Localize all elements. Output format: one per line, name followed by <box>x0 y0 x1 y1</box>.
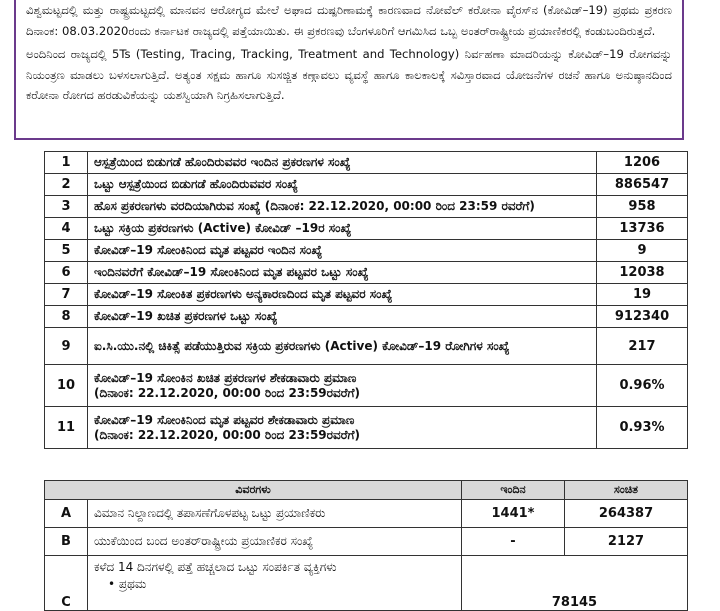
intro-box <box>14 0 684 140</box>
bullet-item: • ಪ್ರಥಮ <box>108 577 147 591</box>
header-today: ಇಂದಿನ <box>462 481 565 500</box>
row-date-range: (ದಿನಾಂಕ: 22.12.2020, 00:00 ರಿಂದ 23:59ರವರೆಗೆ) <box>94 427 360 442</box>
row-number: 6 <box>45 262 88 284</box>
row-description: ವಿಮಾನ ನಿಲ್ದಾಣದಲ್ಲಿ ತಪಾಸಣೆಗೊಳಪಟ್ಟ ಒಟ್ಟು ಪ್ರಯಾಣಿಕರು <box>88 500 462 528</box>
row-number: 5 <box>45 240 88 262</box>
table-row <box>45 152 688 174</box>
table-row <box>45 407 688 449</box>
table-row <box>45 196 688 218</box>
table-row <box>45 500 688 528</box>
covid-stats-table <box>44 151 688 449</box>
intro-paragraph-2: ಅಂದಿನಿಂದ ರಾಜ್ಯದಲ್ಲಿ 5Ts (Testing, Tracing, Tracking, Treatment and Technology) ನಿರ್ವಹಣಾ ಮಾದರಿಯನ್ನು ಕೋವಿಡ್–19 ರೋಗವನ್ನು ನಿಯಂತ್ರಣ ಮಾಡಲು ಬಳಸಲಾಗುತ್ತಿದೆ. ಅತ್ಯಂತ ಸಕ್ಷಮ ಹಾಗೂ ಸುಸಜ್ಜಿತ ಕಣ್ಗಾವಲು ವ್ಯವಸ್ಥೆ ಹಾಗೂ ಕಾಲಕಾಲಕ್ಕೆ ಸವಿಸ್ತಾರವಾದ ಯೋಜನೆಗಳ ರಚನೆ ಹಾಗೂ ಅನುಷ್ಠಾನದಿಂದ ಕರೋನಾ ರೋಗದ ಹರಡುವಿಕೆಯನ್ನು ಯಶಸ್ವಿಯಾಗಿ ನಿಗ್ರಹಿಸಲಾಗುತ್ತಿದೆ. <box>26 47 672 103</box>
header-details: ವಿವರಗಳು <box>45 481 462 500</box>
row-value: 9 <box>597 240 688 262</box>
table-row <box>45 284 688 306</box>
table-row <box>45 240 688 262</box>
row-description: ಕೋವಿಡ್–19 ಸೋಂಕಿತ ಪ್ರಕರಣಗಳು ಅನ್ಯಕಾರಣದಿಂದ ಮೃತ ಪಟ್ಟವರ ಸಂಖ್ಯೆ <box>88 284 597 306</box>
row-value: 0.93% <box>597 407 688 449</box>
row-value: 0.96% <box>597 365 688 407</box>
row-value: 886547 <box>597 174 688 196</box>
row-number: 4 <box>45 218 88 240</box>
row-description: ಐ.ಸಿ.ಯು.ನಲ್ಲಿ ಚಿಕಿತ್ಸೆ ಪಡೆಯುತ್ತಿರುವ ಸಕ್ರಿಯ ಪ್ರಕರಣಗಳು (Active) ಕೋವಿಡ್–19 ರೋಗಿಗಳ ಸಂಖ್ಯೆ <box>88 328 597 365</box>
row-number: 9 <box>45 328 88 365</box>
row-description <box>88 365 597 407</box>
row-value: 958 <box>597 196 688 218</box>
row-value: 1206 <box>597 152 688 174</box>
row-number: 8 <box>45 306 88 328</box>
row-description: ಇಂದಿನವರೆಗೆ ಕೋವಿಡ್–19 ಸೋಂಕಿನಿಂದ ಮೃತ ಪಟ್ಟವರ ಒಟ್ಟು ಸಂಖ್ಯೆ <box>88 262 597 284</box>
row-today: - <box>462 528 565 556</box>
row-date-range: (ದಿನಾಂಕ: 22.12.2020, 00:00 ರಿಂದ 23:59ರವರೆಗೆ) <box>94 385 360 400</box>
table-row <box>45 306 688 328</box>
table-row <box>45 328 688 365</box>
row-description: ಒಟ್ಟು ಸಕ್ರಿಯ ಪ್ರಕರಣಗಳು (Active) ಕೋವಿಡ್ –19ರ ಸಂಖ್ಯೆ <box>88 218 597 240</box>
row-description-main: ಕೋವಿಡ್–19 ಸೋಂಕಿನಿಂದ ಮೃತ ಪಟ್ಟವರ ಶೇಕಡಾವಾರು ಪ್ರಮಾಣ <box>94 412 355 427</box>
row-description: ಹೊಸ ಪ್ರಕರಣಗಳು ವರದಿಯಾಗಿರುವ ಸಂಖ್ಯೆ (ದಿನಾಂಕ: 22.12.2020, 00:00 ರಿಂದ 23:59 ರವರೆಗೆ) <box>88 196 597 218</box>
header-row <box>45 481 688 500</box>
row-number: 1 <box>45 152 88 174</box>
intro-paragraph-1: ವಿಶ್ವಮಟ್ಟದಲ್ಲಿ ಮತ್ತು ರಾಷ್ಟ್ರಮಟ್ಟದಲ್ಲಿ ಮಾನವನ ಆರೋಗ್ಯದ ಮೇಲೆ ಅಘಾದ ದುಷ್ಪರಿಣಾಮಕ್ಕೆ ಕಾರಣವಾದ ನೋವೆಲ್ ಕರೋನಾ ವೈರಸ್‌ನ (ಕೋವಿಡ್–19) ಪ್ರಥಮ ಪ್ರಕರಣ ದಿನಾಂಕ: 08.03.2020ರಂದು ಕರ್ನಾಟಕ ರಾಜ್ಯದಲ್ಲಿ ಪತ್ತೆಯಾಯಿತು. ಈ ಪ್ರಕರಣವು ಬೆಂಗಳೂರಿಗೆ ಆಗಮಿಸಿದ ಒಬ್ಬ ಅಂತರ್‌ರಾಷ್ಟ್ರೀಯ ಪ್ರಯಾಣಿಕರಲ್ಲಿ ಕಂಡುಬಂದಿರುತ್ತದೆ. <box>26 3 672 38</box>
row-value: 912340 <box>597 306 688 328</box>
row-description <box>88 556 462 611</box>
header-cumulative: ಸಂಚಿತ <box>565 481 688 500</box>
row-description: ಯುಕೆಯಿಂದ ಬಂದ ಅಂತರ್‌ರಾಷ್ಟ್ರೀಯ ಪ್ರಯಾಣಿಕರ ಸಂಖ್ಯೆ <box>88 528 462 556</box>
row-number: 7 <box>45 284 88 306</box>
row-label: A <box>45 500 88 528</box>
table-row <box>45 262 688 284</box>
table-row <box>45 528 688 556</box>
row-value: 217 <box>597 328 688 365</box>
row-value: 12038 <box>597 262 688 284</box>
row-value: 19 <box>597 284 688 306</box>
row-description: ಒಟ್ಟು ಆಸ್ಪತ್ರೆಯಿಂದ ಬಿಡುಗಡೆ ಹೊಂದಿರುವವರ ಸಂಖ್ಯೆ <box>88 174 597 196</box>
row-cumulative: 78145 <box>462 556 688 611</box>
row-number: 10 <box>45 365 88 407</box>
row-today: 1441* <box>462 500 565 528</box>
row-description: ಆಸ್ಪತ್ರೆಯಿಂದ ಬಿಡುಗಡೆ ಹೊಂದಿರುವವರ ಇಂದಿನ ಪ್ರಕರಣಗಳ ಸಂಖ್ಯೆ <box>88 152 597 174</box>
row-description-main: ಕಳೆದ 14 ದಿನಗಳಲ್ಲಿ ಪತ್ತೆ ಹಚ್ಚಲಾದ ಒಟ್ಟು ಸಂಪರ್ಕಿತ ವ್ಯಕ್ತಿಗಳು <box>94 560 337 574</box>
row-description: ಕೋವಿಡ್–19 ಖಚಿತ ಪ್ರಕರಣಗಳ ಒಟ್ಟು ಸಂಖ್ಯೆ <box>88 306 597 328</box>
table-row <box>45 174 688 196</box>
table-row <box>45 556 688 611</box>
row-description <box>88 407 597 449</box>
row-label: B <box>45 528 88 556</box>
row-description: ಕೋವಿಡ್–19 ಸೋಂಕಿನಿಂದ ಮೃತ ಪಟ್ಟವರ ಇಂದಿನ ಸಂಖ್ಯೆ <box>88 240 597 262</box>
row-label: C <box>45 556 88 611</box>
table-row <box>45 365 688 407</box>
travel-table <box>44 480 688 611</box>
row-value: 13736 <box>597 218 688 240</box>
row-number: 3 <box>45 196 88 218</box>
table-row <box>45 218 688 240</box>
row-number: 11 <box>45 407 88 449</box>
row-number: 2 <box>45 174 88 196</box>
row-cumulative: 264387 <box>565 500 688 528</box>
row-cumulative: 2127 <box>565 528 688 556</box>
row-description-main: ಕೋವಿಡ್–19 ಸೋಂಕಿನ ಖಚಿತ ಪ್ರಕರಣಗಳ ಶೇಕಡಾವಾರು ಪ್ರಮಾಣ <box>94 370 357 385</box>
